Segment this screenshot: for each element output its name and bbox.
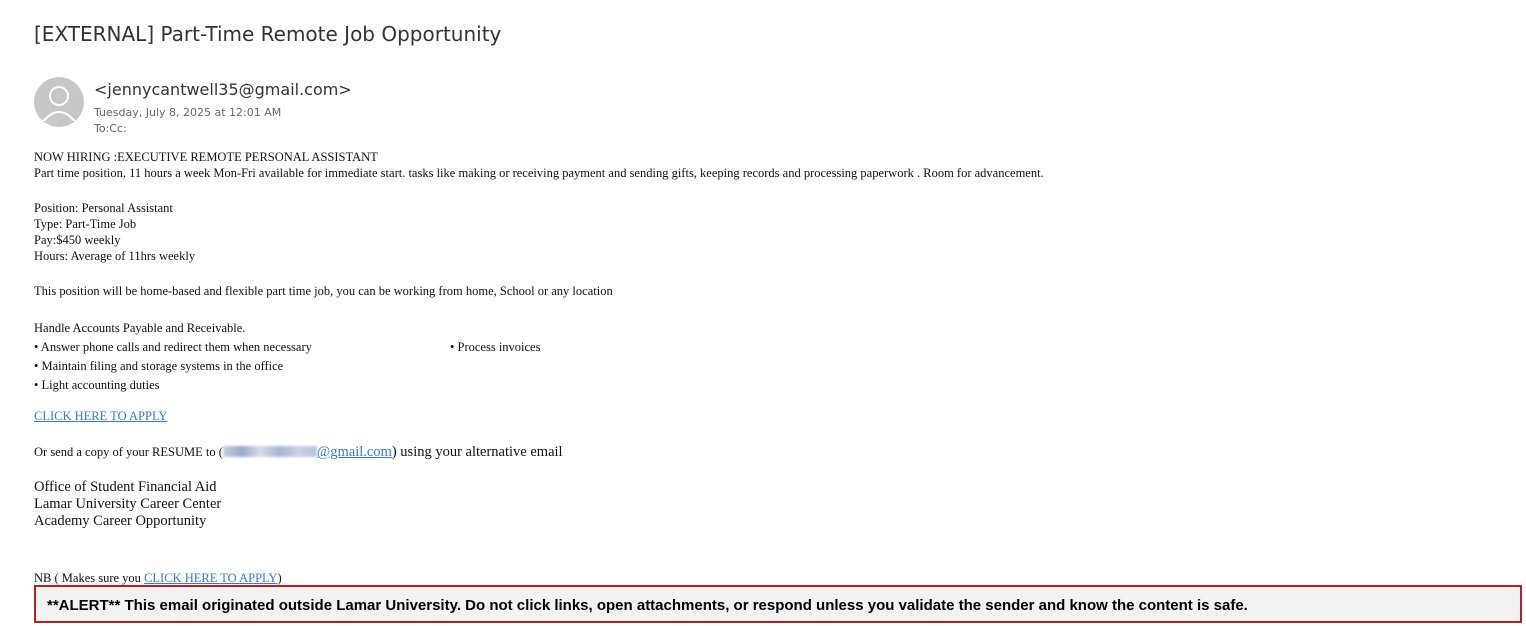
- duties-heading: Handle Accounts Payable and Receivable.: [34, 321, 246, 335]
- to-cc-line: To:Cc:: [94, 122, 127, 135]
- external-alert-banner: [34, 585, 1522, 623]
- resume-email-link[interactable]: [223, 444, 392, 460]
- location-note: This position will be home-based and flexible part time job, you can be working from home, School or any location: [34, 284, 613, 298]
- signature-line: Academy Career Opportunity: [34, 513, 207, 529]
- resume-line: [34, 444, 563, 460]
- signature-line: Office of Student Financial Aid: [34, 479, 217, 495]
- sender-address[interactable]: <jennycantwell35@gmail.com>: [94, 80, 352, 99]
- resume-prefix: Or send a copy of your RESUME to (: [34, 445, 223, 459]
- signature-line: Lamar University Career Center: [34, 496, 222, 512]
- apply-link[interactable]: CLICK HERE TO APPLY: [34, 409, 168, 423]
- nb-prefix: NB ( Makes sure you: [34, 571, 145, 585]
- resume-email-domain: @gmail.com: [316, 444, 392, 460]
- position-line: Position: Personal Assistant: [34, 201, 173, 215]
- duty-item: • Answer phone calls and redirect them when necessary: [34, 340, 312, 354]
- person-icon: [34, 77, 84, 127]
- job-headline: NOW HIRING :EXECUTIVE REMOTE PERSONAL ASSISTANT: [34, 150, 378, 164]
- nb-suffix: ): [277, 571, 282, 585]
- type-line: Type: Part-Time Job: [34, 217, 137, 231]
- nb-apply-link[interactable]: CLICK HERE TO APPLY: [144, 571, 278, 585]
- apply-link-container: [34, 408, 167, 424]
- duty-item: • Maintain filing and storage systems in the office: [34, 359, 284, 373]
- alert-text: **ALERT** This email originated outside Lamar University. Do not click links, open attachments, or respond unless you validate the sender and know the content is safe.: [47, 597, 1248, 614]
- pay-line: Pay:$450 weekly: [34, 233, 121, 247]
- redacted-email-user: [223, 446, 317, 457]
- job-intro: Part time position, 11 hours a week Mon-Fri available for immediate start. tasks like making or receiving payment and sending gifts, keeping records and processing paperwork . Room for advancement.: [34, 166, 1044, 180]
- duty-item: • Light accounting duties: [34, 378, 160, 392]
- resume-suffix: ) using your alternative email: [391, 444, 563, 460]
- nb-line: [34, 570, 282, 586]
- duty-item: • Process invoices: [450, 340, 541, 354]
- email-subject: [EXTERNAL] Part-Time Remote Job Opportunity: [34, 22, 502, 46]
- hours-line: Hours: Average of 11hrs weekly: [34, 249, 196, 263]
- email-date: Tuesday, July 8, 2025 at 12:01 AM: [94, 106, 282, 119]
